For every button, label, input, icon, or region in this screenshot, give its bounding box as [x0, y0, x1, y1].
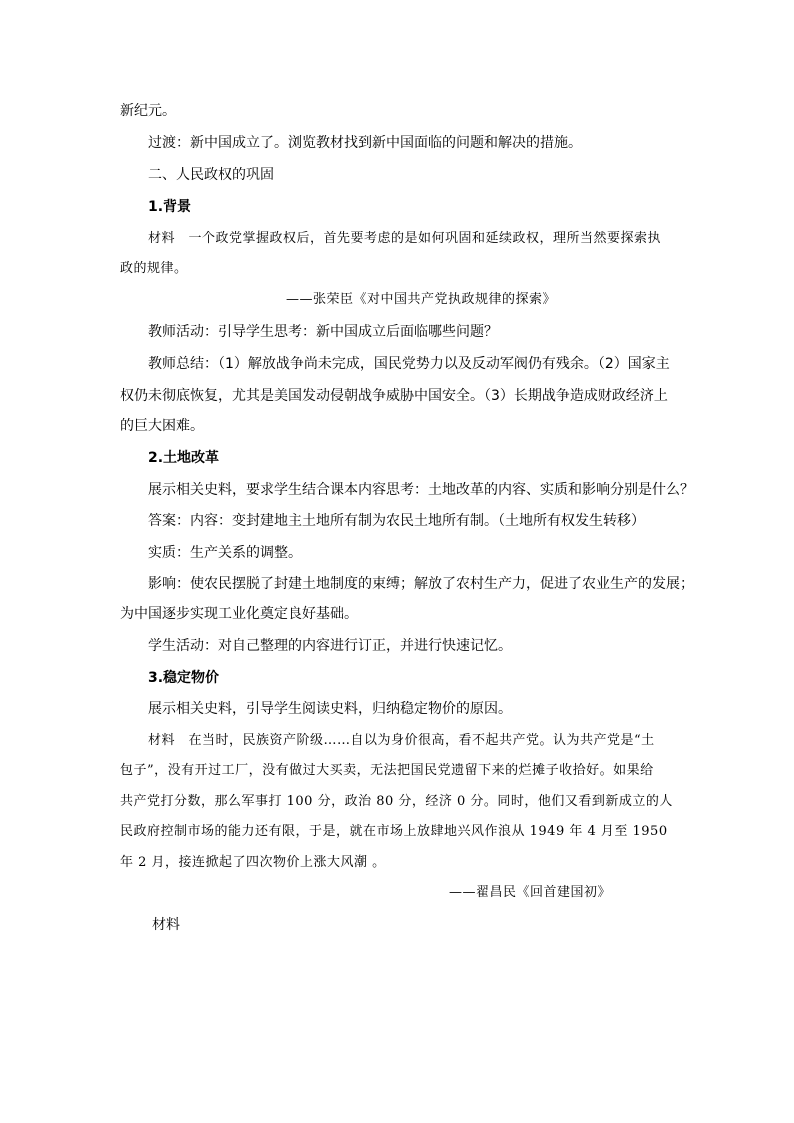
paragraph-line: 新纪元。	[120, 103, 176, 119]
paragraph-line: 展示相关史料，要求学生结合课本内容思考：土地改革的内容、实质和影响分别是什么？	[148, 482, 694, 498]
teacher-activity: 教师活动：引导学生思考：新中国成立后面临哪些问题？	[148, 324, 498, 340]
answer-content: 答案：内容：变封建地主土地所有制为农民土地所有制。（土地所有权发生转移）	[148, 513, 645, 529]
quote-source: ——张荣臣《对中国共产党执政规律的探索》	[286, 292, 557, 307]
subsection-heading-land-reform: 2.土地改革	[148, 450, 220, 466]
subsection-heading-prices: 3.稳定物价	[148, 670, 220, 686]
material-quote-line: 政的规律。	[120, 261, 188, 276]
teacher-summary-line: 教师总结：（1）解放战争尚未完成，国民党势力以及反动军阀仍有残余。（2）国家主	[148, 356, 670, 372]
material-quote-line: 年 2 月，接连掀起了四次物价上涨大风潮 。	[120, 855, 386, 870]
material-quote-line: 包子”，没有开过工厂，没有做过大买卖，无法把国民党遗留下来的烂摊子收拾好。如果给	[120, 763, 654, 778]
teacher-summary-line: 的巨大困难。	[120, 418, 204, 434]
student-activity: 学生活动：对自己整理的内容进行订正，并进行快速记忆。	[148, 638, 512, 654]
material-quote-line: 民政府控制市场的能力还有限，于是，就在市场上放肆地兴风作浪从 1949 年 4 月至 1950	[120, 824, 668, 839]
material-quote-line: 共产党打分数，那么军事打 100 分，政治 80 分，经济 0 分。同时，他们又看到新成立的人	[120, 794, 673, 809]
quote-source: ——翟昌民《回首建国初》	[449, 885, 612, 900]
answer-essence: 实质：生产关系的调整。	[148, 545, 302, 561]
answer-impact-line: 为中国逐步实现工业化奠定良好基础。	[120, 606, 358, 622]
material-quote-line: 材料 在当时，民族资产阶级……自以为身价很高，看不起共产党。认为共产党是“土	[148, 733, 655, 748]
answer-impact-line: 影响：使农民摆脱了封建土地制度的束缚；解放了农村生产力，促进了农业生产的发展；	[148, 576, 694, 592]
material-label: 材料	[152, 917, 180, 933]
section-heading: 二、人民政权的巩固	[148, 167, 274, 183]
paragraph-line: 展示相关史料，引导学生阅读史料，归纳稳定物价的原因。	[148, 701, 512, 717]
transition-text: 过渡：新中国成立了。浏览教材找到新中国面临的问题和解决的措施。	[148, 135, 582, 151]
teacher-summary-line: 权仍未彻底恢复，尤其是美国发动侵朝战争威胁中国安全。（3）长期战争造成财政经济上	[120, 388, 668, 404]
subsection-heading-background: 1.背景	[148, 199, 192, 215]
material-quote-line: 材料 一个政党掌握政权后，首先要考虑的是如何巩固和延续政权，理所当然要探索执	[148, 231, 662, 246]
